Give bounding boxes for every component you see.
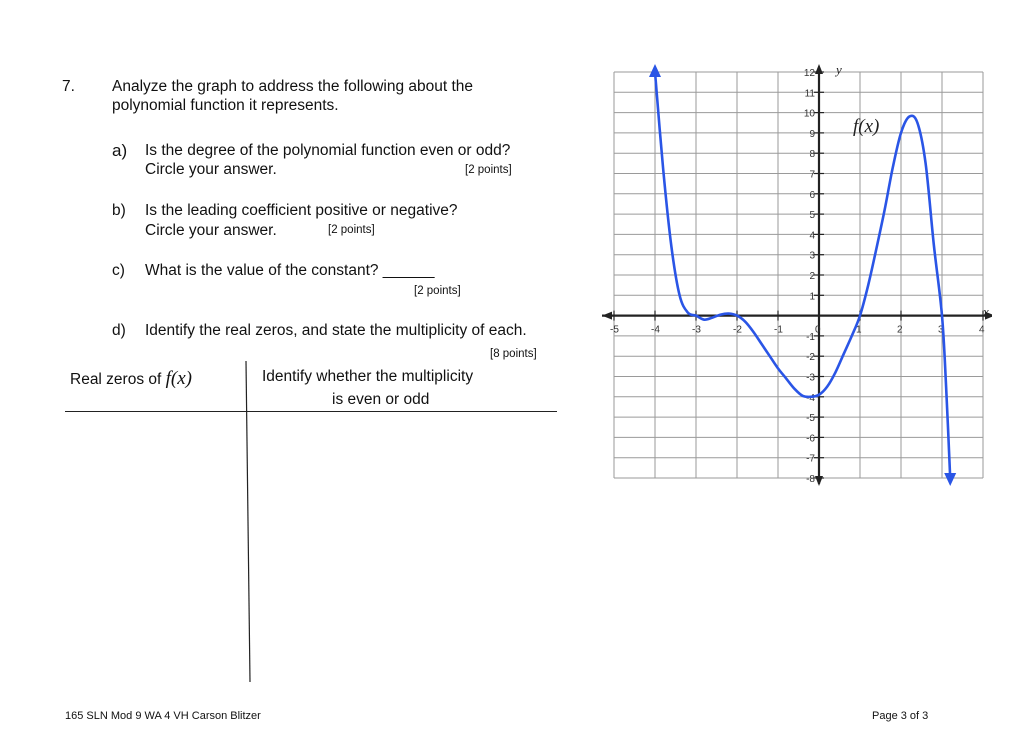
x-tick-label: -1 <box>774 324 783 336</box>
x-tick-label: 3 <box>938 324 944 336</box>
question-intro-line2: polynomial function it represents. <box>112 97 339 114</box>
x-tick-label: 4 <box>979 324 985 336</box>
y-tick-label: 3 <box>809 250 815 262</box>
question-number: 7. <box>62 78 75 95</box>
y-tick-label: 10 <box>803 108 815 120</box>
footer-page: Page 3 of 3 <box>872 710 929 722</box>
y-tick-label: 2 <box>809 271 815 282</box>
x-axis-arrow-left <box>602 312 612 320</box>
y-tick-label: 12 <box>803 68 815 79</box>
table-col1-header-text: Real zeros of <box>70 371 162 388</box>
y-tick-label: 5 <box>809 210 815 222</box>
y-tick-label: -1 <box>806 331 815 343</box>
x-tick-label: -2 <box>733 324 742 336</box>
part-b-points: [2 points] <box>328 224 375 236</box>
function-label: f(x) <box>853 116 880 137</box>
table-col1-header <box>70 368 192 390</box>
polynomial-graph <box>600 60 992 500</box>
y-tick-label: 1 <box>809 291 815 303</box>
y-tick-label: 7 <box>809 169 815 181</box>
part-c-label: c) <box>112 262 125 279</box>
part-d-line1: Identify the real zeros, and state the multiplicity of each. <box>145 322 527 339</box>
question-intro-line1: Analyze the graph to address the following about the <box>112 78 474 95</box>
x-tick-label: 2 <box>897 324 903 336</box>
x-tick-label: 0 <box>815 324 821 336</box>
x-tick-label: -3 <box>692 324 701 336</box>
part-c-line1: What is the value of the constant? ______ <box>145 262 435 279</box>
footer-course: 165 SLN Mod 9 WA 4 VH Carson Blitzer <box>65 710 261 722</box>
x-tick-label: -5 <box>610 324 619 336</box>
part-b-label: b) <box>112 202 126 219</box>
y-tick-label: -4 <box>806 392 815 404</box>
part-a-label: a) <box>112 141 128 160</box>
graph-tick-labels <box>610 68 985 485</box>
x-axis-label: x <box>983 304 989 319</box>
table-header-rule <box>65 411 557 412</box>
y-tick-label: -2 <box>806 352 815 364</box>
y-tick-label: 6 <box>809 189 815 201</box>
curve-arrow-up <box>649 64 661 77</box>
y-tick-label: 9 <box>809 128 815 140</box>
part-c-points: [2 points] <box>414 285 461 297</box>
part-a-line2: Circle your answer. <box>145 161 277 178</box>
y-tick-label: -8 <box>806 474 815 485</box>
y-tick-label: 4 <box>809 230 815 242</box>
x-tick-label: -4 <box>651 324 660 336</box>
y-tick-label: -7 <box>806 453 815 465</box>
part-b-line2: Circle your answer. <box>145 222 277 239</box>
x-tick-label: 1 <box>856 324 862 336</box>
y-tick-label: 8 <box>809 149 815 161</box>
graph-grid <box>614 72 983 478</box>
y-axis-label: y <box>836 62 842 77</box>
part-a-points: [2 points] <box>465 164 512 176</box>
part-b-line1: Is the leading coefficient positive or negative? <box>145 202 458 219</box>
y-tick-label: -5 <box>806 413 815 425</box>
table-col1-fx: f(x) <box>165 368 193 389</box>
y-tick-label: 11 <box>804 88 815 100</box>
y-tick-label: -6 <box>806 433 815 445</box>
part-d-label: d) <box>112 322 126 339</box>
y-tick-label: -3 <box>806 372 815 384</box>
part-d-points: [8 points] <box>490 348 537 360</box>
table-col2-header-line1: Identify whether the multiplicity <box>262 368 474 385</box>
table-col2-header-line2: is even or odd <box>332 391 430 408</box>
table-column-divider <box>240 360 254 685</box>
part-a-line1: Is the degree of the polynomial function even or odd? <box>145 142 511 159</box>
curve-arrow-down <box>944 473 956 486</box>
